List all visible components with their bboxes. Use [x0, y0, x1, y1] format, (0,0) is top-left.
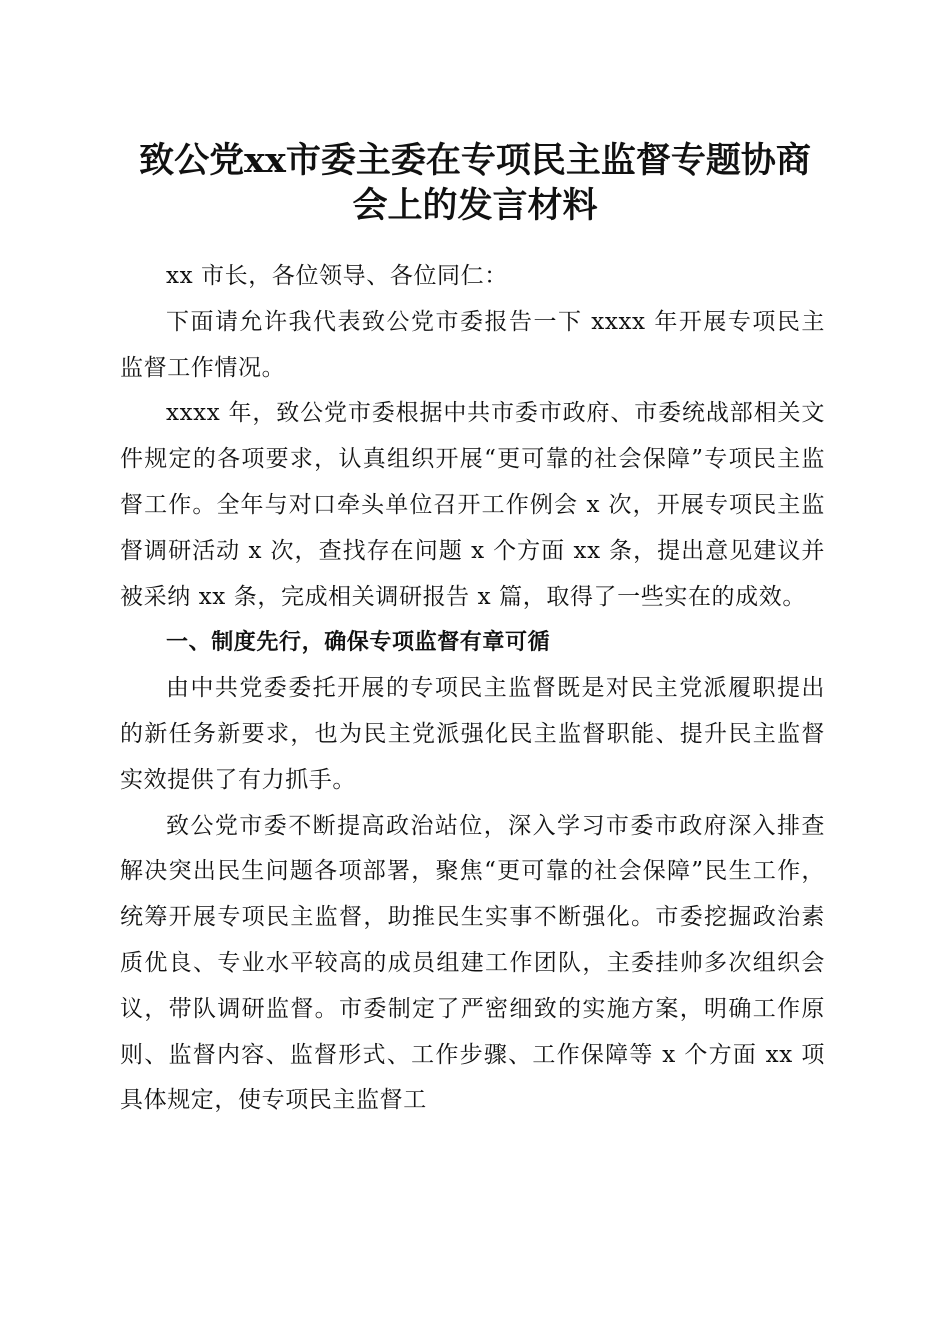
document-body	[120, 254, 825, 1124]
intro-paragraph: 下面请允许我代表致公党市委报告一下 xxxx 年开展专项民主监督工作情况。	[120, 308, 825, 381]
document-title-line-2: 会上的发言材料	[352, 185, 598, 226]
greeting-paragraph: xx 市长，各位领导、各位同仁：	[166, 263, 508, 289]
document-title-line-1: 致公党xx市委主委在专项民主监督专题协商	[139, 140, 811, 181]
section-1-paragraph-2: 致公党市委不断提高政治站位，深入学习市委市政府深入排查解决突出民生问题各项部署，聚焦“更可靠的社会保障”民生工作，统筹开展专项民主监督，助推民生实事不断强化。市委挖掘政治素质优良、专业水平较高的成员组建工作团队，主委挂帅多次组织会议，带队调研监督。市委制定了严密细致的实施方案，明确工作原则、监督内容、监督形式、工作步骤、工作保障等 x 个方面 xx 项具体规定，使专项民主监督工	[120, 812, 825, 1114]
summary-paragraph: xxxx 年，致公党市委根据中共市委市政府、市委统战部相关文件规定的各项要求，认真组织开展“更可靠的社会保障”专项民主监督工作。全年与对口牵头单位召开工作例会 x 次，开展专项民主监督调研活动 x 次，查找存在问题 x 个方面 xx 条，提出意见建议并被采纳 xx 条，完成相关调研报告 x 篇，取得了一些实在的成效。	[120, 400, 825, 610]
section-heading-1: 一、制度先行，确保专项监督有章可循	[166, 630, 551, 656]
section-1-paragraph-1: 由中共党委委托开展的专项民主监督既是对民主党派履职提出的新任务新要求，也为民主党派强化民主监督职能、提升民主监督实效提供了有力抓手。	[120, 675, 825, 793]
